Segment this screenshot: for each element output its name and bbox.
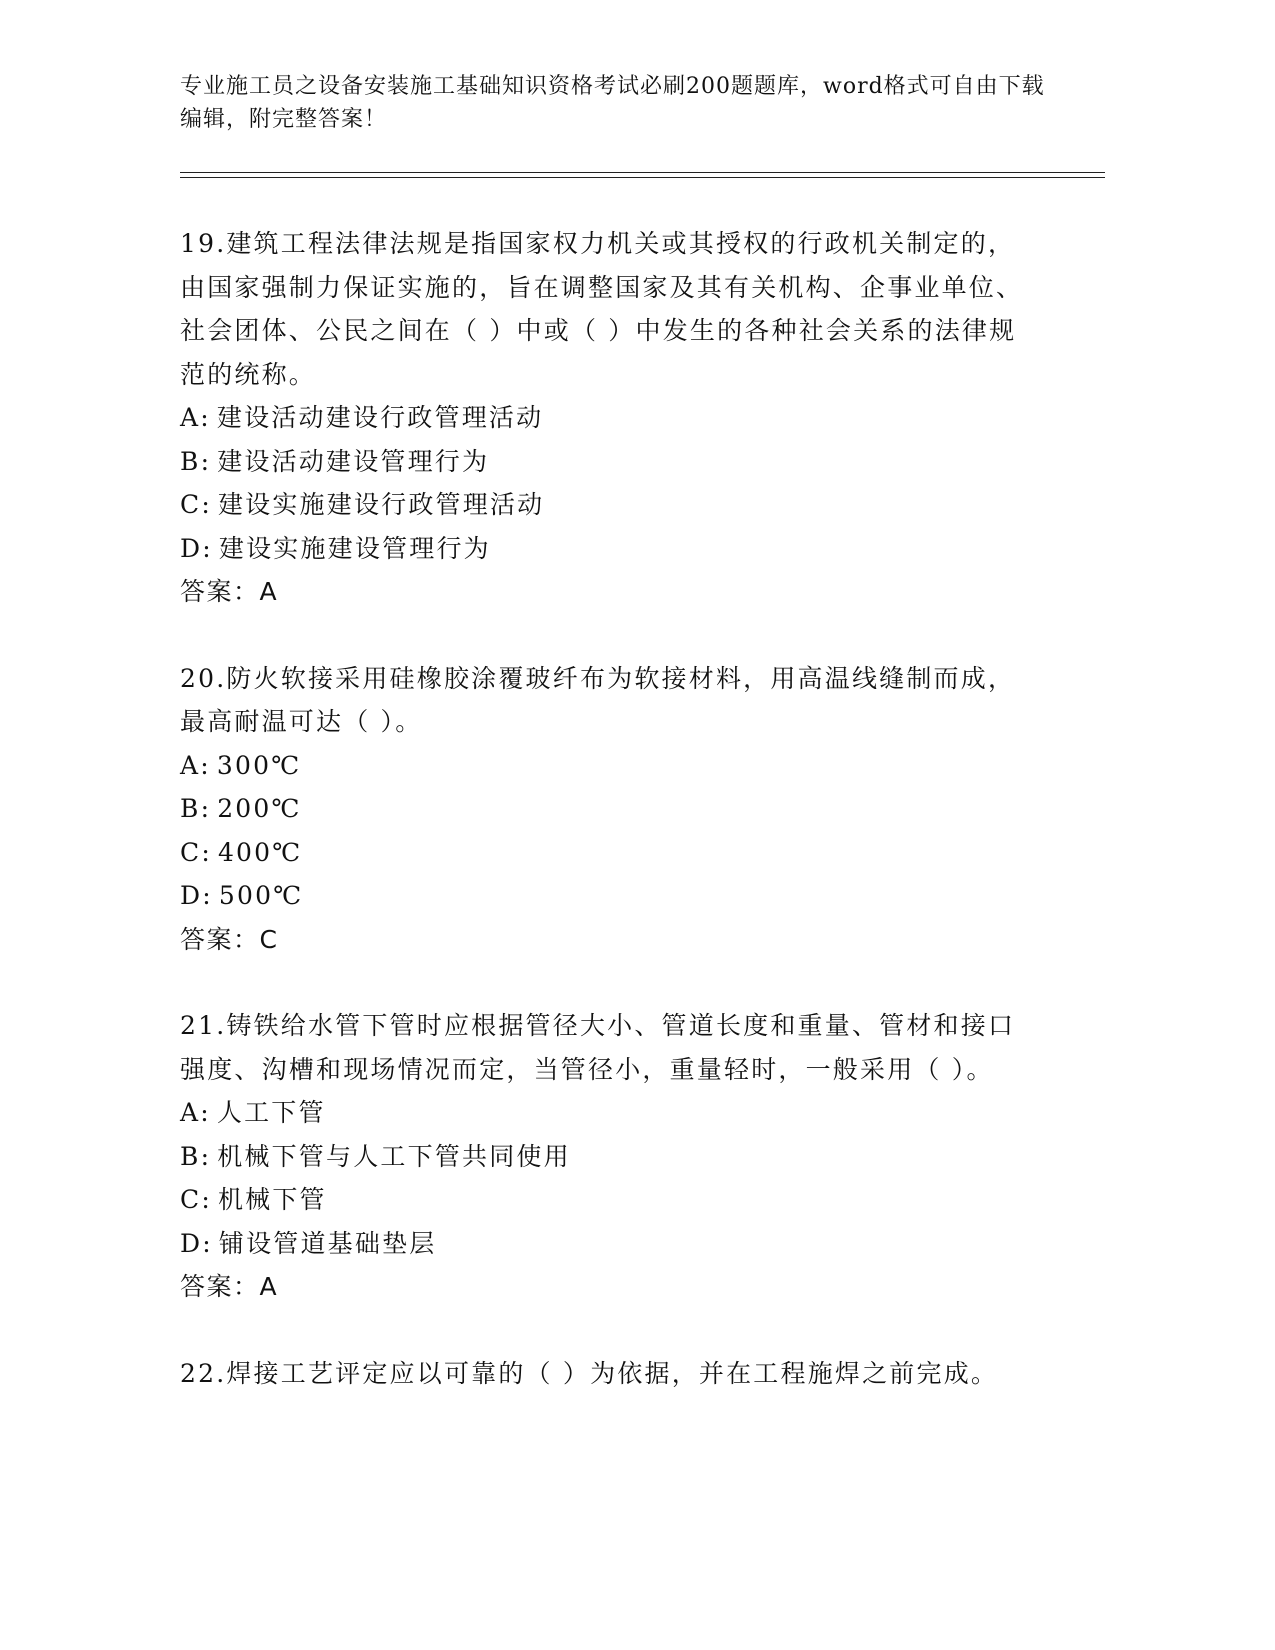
question-22: [180, 1352, 1030, 1396]
option-d: [180, 527, 1030, 571]
option-letter: D:: [180, 1228, 213, 1258]
option-text: 人工下管: [216, 1098, 326, 1127]
option-letter: D:: [180, 533, 213, 563]
question-stem: 21.铸铁给水管下管时应根据管径大小、管道长度和重量、管材和接口强度、沟槽和现场情况而定，当管径小，重量轻时，一般采用（ ）。: [180, 1011, 1016, 1084]
option-text: 建设实施建设管理行为: [218, 533, 491, 563]
question-20: [180, 657, 1030, 962]
document-header: [180, 70, 1060, 136]
option-a: [180, 396, 1030, 440]
option-letter: C:: [180, 1185, 212, 1214]
option-b: [180, 1135, 1030, 1179]
option-letter: C:: [180, 837, 212, 867]
option-letter: A:: [180, 403, 211, 432]
question-19: [180, 222, 1030, 614]
option-text: 机械下管: [217, 1185, 327, 1214]
answer-line: 答案：C: [180, 924, 279, 954]
header-divider-bottom: [180, 177, 1105, 178]
option-letter: D:: [180, 881, 213, 910]
option-text: 建设活动建设管理行为: [217, 446, 490, 476]
question-stem: 19.建筑工程法律法规是指国家权力机关或其授权的行政机关制定的，由国家强制力保证实施的，旨在调整国家及其有关机构、企事业单位、社会团体、公民之间在（ ）中或（ ）中发生的各种社会关系的法律规范的统称。: [180, 229, 1024, 389]
option-d: [180, 874, 1030, 918]
option-c: [180, 483, 1030, 527]
option-text: 300℃: [216, 750, 302, 780]
header-divider-top: [180, 172, 1105, 173]
option-text: 200℃: [217, 794, 302, 823]
question-list: [180, 222, 1030, 1438]
option-b: [180, 440, 1030, 484]
option-letter: B:: [180, 794, 212, 823]
option-d: [180, 1222, 1030, 1266]
option-text: 建设活动建设行政管理活动: [216, 403, 544, 432]
option-text: 机械下管与人工下管共同使用: [217, 1141, 571, 1171]
option-b: [180, 787, 1030, 831]
option-text: 建设实施建设行政管理活动: [217, 490, 545, 519]
option-letter: B:: [180, 446, 212, 476]
option-text: 500℃: [218, 881, 304, 910]
option-a: [180, 1091, 1030, 1135]
option-letter: A:: [180, 750, 211, 780]
option-letter: B:: [180, 1141, 212, 1171]
answer-line: 答案：A: [180, 1272, 279, 1301]
answer-line: 答案：A: [180, 577, 279, 606]
document-title: 专业施工员之设备安装施工基础知识资格考试必刷200题题库，word格式可自由下载编辑，附完整答案！: [180, 74, 1045, 132]
question-stem: 20.防火软接采用硅橡胶涂覆玻纤布为软接材料，用高温线缝制而成，最高耐温可达（ ）。: [180, 663, 1016, 736]
option-c: [180, 831, 1030, 875]
question-21: [180, 1004, 1030, 1309]
option-letter: C:: [180, 490, 212, 519]
question-stem: 22.焊接工艺评定应以可靠的（ ）为依据，并在工程施焊之前完成。: [180, 1358, 999, 1388]
option-letter: A:: [180, 1098, 211, 1127]
option-text: 铺设管道基础垫层: [218, 1228, 437, 1258]
option-a: [180, 744, 1030, 788]
option-c: [180, 1178, 1030, 1222]
option-text: 400℃: [217, 837, 303, 867]
